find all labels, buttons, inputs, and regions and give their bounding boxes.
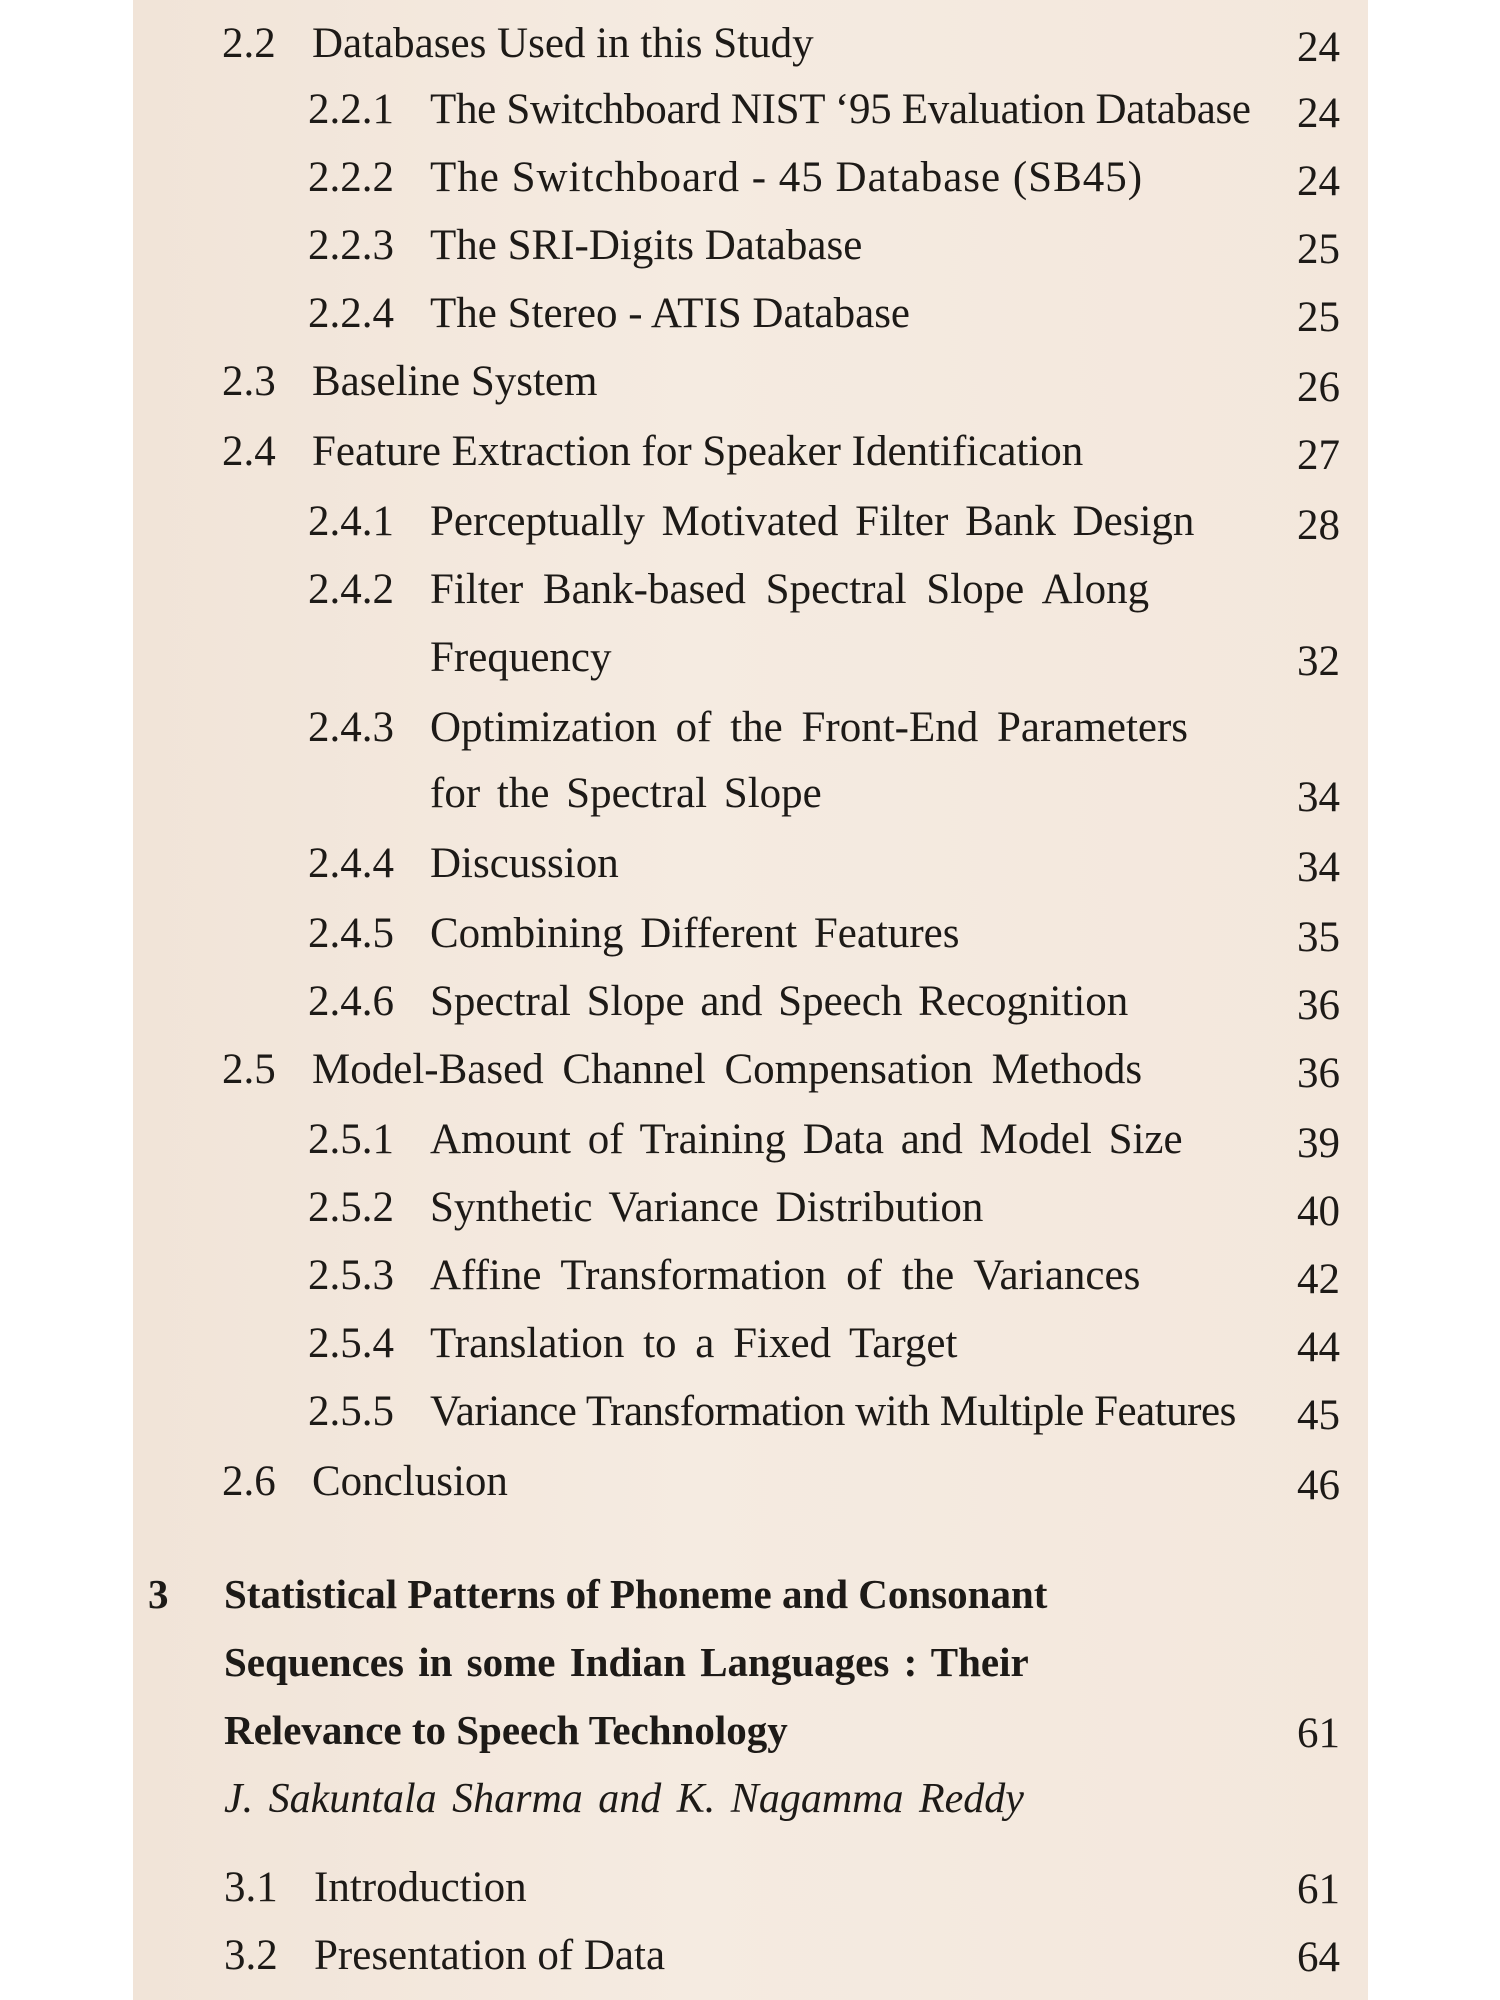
- page-number: 34: [1297, 844, 1340, 891]
- page-number: 36: [1297, 1050, 1340, 1097]
- page-number: 25: [1297, 226, 1340, 273]
- page-number: 25: [1297, 294, 1340, 341]
- section-number: 2.5.3: [308, 1252, 394, 1299]
- section-title: Translation to a Fixed Target: [430, 1320, 958, 1367]
- section-number: 2.2.2: [308, 154, 394, 201]
- page-number: 27: [1297, 432, 1340, 479]
- page-number: 64: [1297, 1934, 1340, 1981]
- section-number: 2.5: [222, 1046, 276, 1093]
- section-number: 2.5.4: [308, 1320, 394, 1367]
- section-title: Combining Different Features: [430, 910, 960, 957]
- chapter-title-line: Relevance to Speech Technology: [224, 1707, 788, 1753]
- section-number: 2.4.6: [308, 978, 394, 1025]
- section-title: Spectral Slope and Speech Recognition: [430, 978, 1129, 1025]
- page-number: 24: [1297, 158, 1340, 205]
- page-number: 32: [1297, 638, 1340, 685]
- chapter-title-line: Sequences in some Indian Languages : Their: [224, 1639, 1029, 1685]
- page-number: 24: [1297, 90, 1340, 137]
- section-title: Model-Based Channel Compensation Methods: [312, 1046, 1143, 1093]
- section-number: 2.4.5: [308, 910, 394, 957]
- section-title: The Switchboard NIST ‘95 Evaluation Database: [430, 86, 1251, 133]
- page-number: 35: [1297, 914, 1340, 961]
- section-number: 2.2.1: [308, 86, 394, 133]
- section-number: 2.6: [222, 1458, 276, 1505]
- section-title: Amount of Training Data and Model Size: [430, 1116, 1183, 1163]
- chapter-authors: J. Sakuntala Sharma and K. Nagamma Reddy: [224, 1776, 1024, 1822]
- section-number: 2.2: [222, 20, 276, 67]
- section-title: Synthetic Variance Distribution: [430, 1184, 984, 1231]
- chapter-number: 3: [148, 1571, 169, 1617]
- section-number: 2.2.3: [308, 222, 394, 269]
- section-number: 2.4.1: [308, 498, 394, 545]
- section-number: 3.1: [224, 1864, 278, 1911]
- section-title: Databases Used in this Study: [312, 20, 814, 67]
- section-number: 2.5.5: [308, 1388, 394, 1435]
- page-number: 45: [1297, 1392, 1340, 1439]
- page-number: 24: [1297, 24, 1340, 71]
- section-title: The Stereo - ATIS Database: [430, 290, 911, 337]
- page-number: 26: [1297, 364, 1340, 411]
- section-title: The Switchboard - 45 Database (SB45): [430, 154, 1144, 201]
- section-number: 2.4: [222, 428, 276, 475]
- page-number: 39: [1297, 1120, 1340, 1167]
- section-number: 2.4.3: [308, 704, 394, 751]
- page-number: 42: [1297, 1256, 1340, 1303]
- chapter-page-number: 61: [1297, 1710, 1340, 1757]
- section-number: 2.4.4: [308, 840, 394, 887]
- section-title: Variance Transformation with Multiple Features: [430, 1388, 1236, 1435]
- section-title: Discussion: [430, 840, 619, 887]
- page-number: 44: [1297, 1324, 1340, 1371]
- page-number: 46: [1297, 1462, 1340, 1509]
- section-number: 3.2: [224, 1932, 278, 1979]
- section-number: 2.2.4: [308, 290, 394, 337]
- section-number: 2.4.2: [308, 566, 394, 613]
- section-title: Filter Bank-based Spectral Slope Along: [430, 566, 1150, 613]
- page-number: 28: [1297, 502, 1340, 549]
- page-number: 40: [1297, 1188, 1340, 1235]
- page-number: 34: [1297, 774, 1340, 821]
- section-title-continued: Frequency: [430, 634, 612, 681]
- page-number: 61: [1297, 1866, 1340, 1913]
- section-title: Baseline System: [312, 358, 598, 405]
- section-title: Conclusion: [312, 1458, 508, 1505]
- section-number: 2.5.1: [308, 1116, 394, 1163]
- section-number: 2.3: [222, 358, 276, 405]
- section-title: Introduction: [314, 1864, 527, 1911]
- section-number: 2.5.2: [308, 1184, 394, 1231]
- section-title: Presentation of Data: [314, 1932, 666, 1979]
- section-title-continued: for the Spectral Slope: [430, 770, 822, 817]
- chapter-title-line: Statistical Patterns of Phoneme and Consonant: [224, 1571, 1048, 1617]
- section-title: The SRI-Digits Database: [430, 222, 863, 269]
- page-number: 36: [1297, 982, 1340, 1029]
- section-title: Optimization of the Front-End Parameters: [430, 704, 1189, 751]
- section-title: Perceptually Motivated Filter Bank Design: [430, 498, 1195, 545]
- section-title: Feature Extraction for Speaker Identification: [312, 428, 1084, 475]
- section-title: Affine Transformation of the Variances: [430, 1252, 1141, 1299]
